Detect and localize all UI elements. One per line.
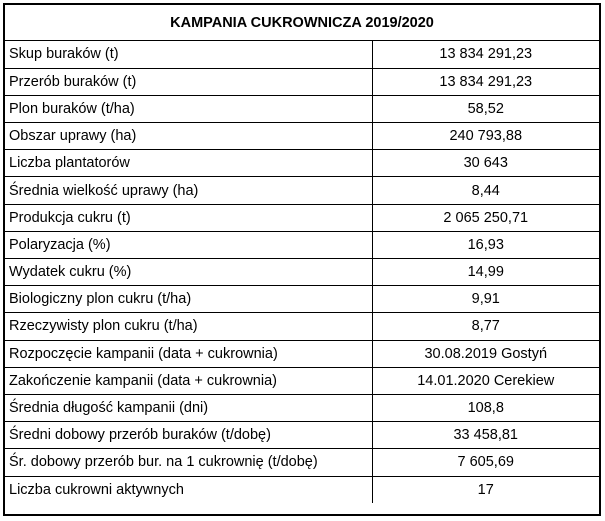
- table-row: [5, 422, 599, 449]
- table-body: [5, 41, 599, 503]
- table-row: [5, 231, 599, 258]
- table-row: [5, 177, 599, 204]
- row-value: 58,52: [372, 95, 599, 122]
- row-value: 240 793,88: [372, 123, 599, 150]
- table-row: [5, 123, 599, 150]
- row-value: 16,93: [372, 231, 599, 258]
- row-label: Skup buraków (t): [5, 41, 372, 68]
- table-row: [5, 204, 599, 231]
- row-label: Liczba plantatorów: [5, 150, 372, 177]
- row-value: 30 643: [372, 150, 599, 177]
- row-label: Polaryzacja (%): [5, 231, 372, 258]
- row-value: 13 834 291,23: [372, 68, 599, 95]
- row-label: Średni dobowy przerób buraków (t/dobę): [5, 422, 372, 449]
- row-label: Śr. dobowy przerób bur. na 1 cukrownię (t/dobę): [5, 449, 372, 476]
- row-label: Biologiczny plon cukru (t/ha): [5, 286, 372, 313]
- row-label: Produkcja cukru (t): [5, 204, 372, 231]
- row-label: Zakończenie kampanii (data + cukrownia): [5, 367, 372, 394]
- row-value: 14.01.2020 Cerekiew: [372, 367, 599, 394]
- table-row: [5, 476, 599, 503]
- row-label: Przerób buraków (t): [5, 68, 372, 95]
- row-value: 8,77: [372, 313, 599, 340]
- row-label: Liczba cukrowni aktywnych: [5, 476, 372, 503]
- table-row: [5, 394, 599, 421]
- row-value: 9,91: [372, 286, 599, 313]
- table-row: [5, 41, 599, 68]
- row-value: 8,44: [372, 177, 599, 204]
- table-row: [5, 340, 599, 367]
- row-value: 13 834 291,23: [372, 41, 599, 68]
- row-value: 7 605,69: [372, 449, 599, 476]
- row-value: 33 458,81: [372, 422, 599, 449]
- row-label: Wydatek cukru (%): [5, 259, 372, 286]
- table-row: [5, 68, 599, 95]
- row-value: 108,8: [372, 394, 599, 421]
- row-value: 14,99: [372, 259, 599, 286]
- table-title: KAMPANIA CUKROWNICZA 2019/2020: [5, 5, 599, 41]
- row-label: Rozpoczęcie kampanii (data + cukrownia): [5, 340, 372, 367]
- row-label: Plon buraków (t/ha): [5, 95, 372, 122]
- table-row: [5, 313, 599, 340]
- table-row: [5, 259, 599, 286]
- row-value: 30.08.2019 Gostyń: [372, 340, 599, 367]
- table-row: [5, 449, 599, 476]
- table-row: [5, 150, 599, 177]
- row-label: Rzeczywisty plon cukru (t/ha): [5, 313, 372, 340]
- table-row: [5, 367, 599, 394]
- row-value: 2 065 250,71: [372, 204, 599, 231]
- row-label: Obszar uprawy (ha): [5, 123, 372, 150]
- campaign-table: [3, 3, 601, 516]
- row-label: Średnia wielkość uprawy (ha): [5, 177, 372, 204]
- table-row: [5, 95, 599, 122]
- row-value: 17: [372, 476, 599, 503]
- campaign-data-table: [5, 41, 599, 503]
- row-label: Średnia długość kampanii (dni): [5, 394, 372, 421]
- table-row: [5, 286, 599, 313]
